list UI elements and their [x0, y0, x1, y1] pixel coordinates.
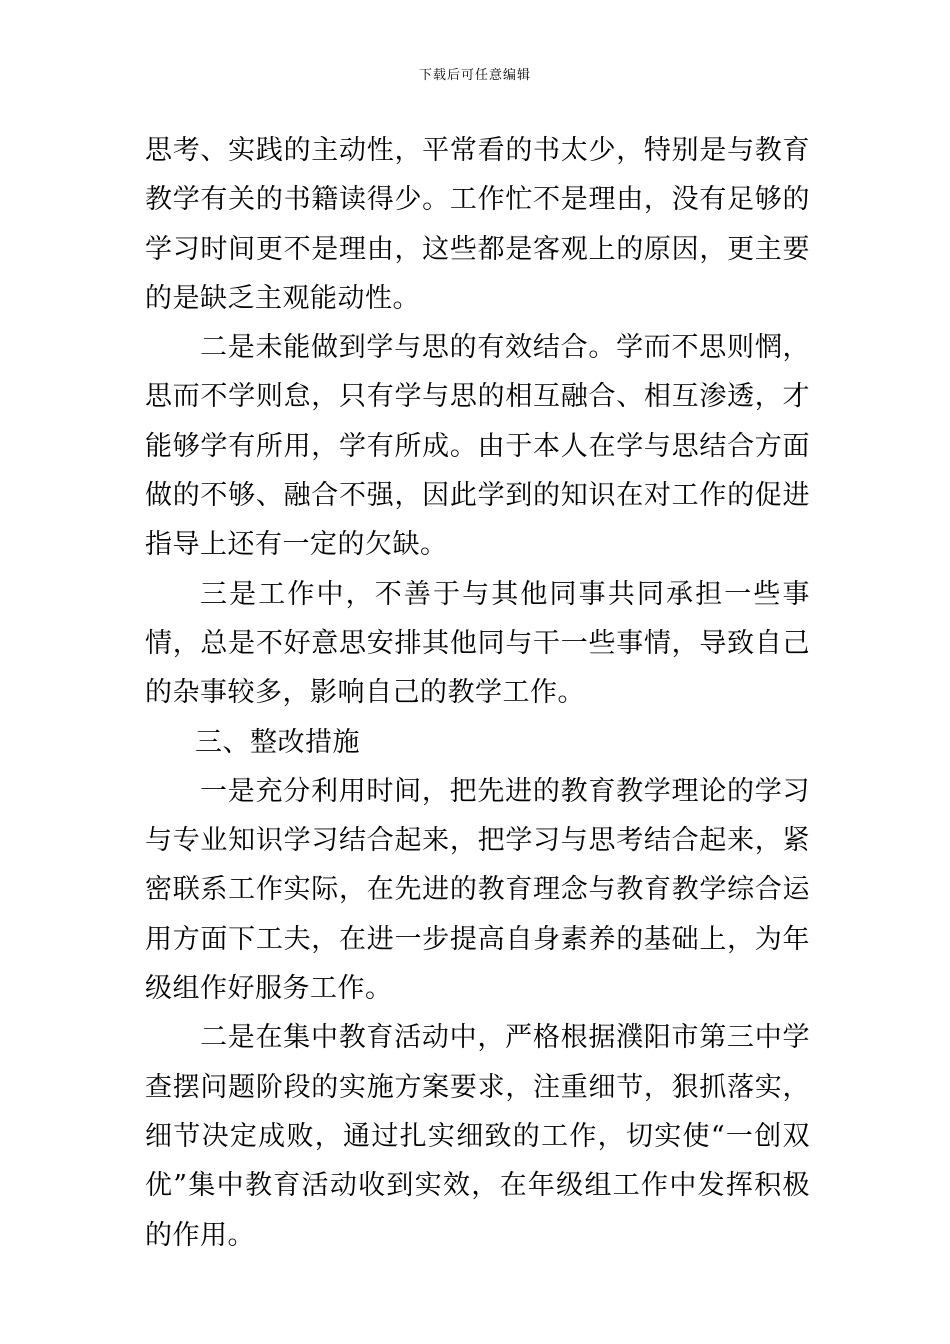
page-header: 下载后可任意编辑: [418, 68, 531, 83]
paragraph-1: 思考、实践的主动性，平常看的书太少，特别是与教育教学有关的书籍读得少。工作忙不是理由，没有足够的学习时间更不是理由，这些都是客观上的原因，更主要的是缺乏主观能动性。: [145, 135, 810, 314]
paragraph-3: 三是工作中，不善于与其他同事共同承担一些事情，总是不好意思安排其他同与干一些事情，导致自己的杂事较多，影响自己的教学工作。: [145, 578, 810, 709]
section-heading: 三、整改措施: [195, 726, 360, 758]
paragraph-2: 二是未能做到学与思的有效结合。学而不思则惘，思而不学则怠，只有学与思的相互融合、相互渗透，才能够学有所用，学有所成。由于本人在学与思结合方面做的不够、融合不强，因此学到的知识在对工作的促进指导上还有一定的欠缺。: [145, 332, 810, 561]
paragraph-5: 二是在集中教育活动中，严格根据濮阳市第三中学查摆问题阶段的实施方案要求，注重细节，狠抓落实，细节决定成败，通过扎实细致的工作，切实使“一创双优”集中教育活动收到实效，在年级组工作中发挥积极的作用。: [145, 1022, 810, 1251]
document-body: [145, 126, 810, 1260]
paragraph-4: 一是充分利用时间，把先进的教育教学理论的学习与专业知识学习结合起来，把学习与思考结合起来，紧密联系工作实际，在先进的教育理念与教育教学综合运用方面下工夫，在进一步提高自身素养的基础上，为年级组作好服务工作。: [145, 775, 810, 1005]
